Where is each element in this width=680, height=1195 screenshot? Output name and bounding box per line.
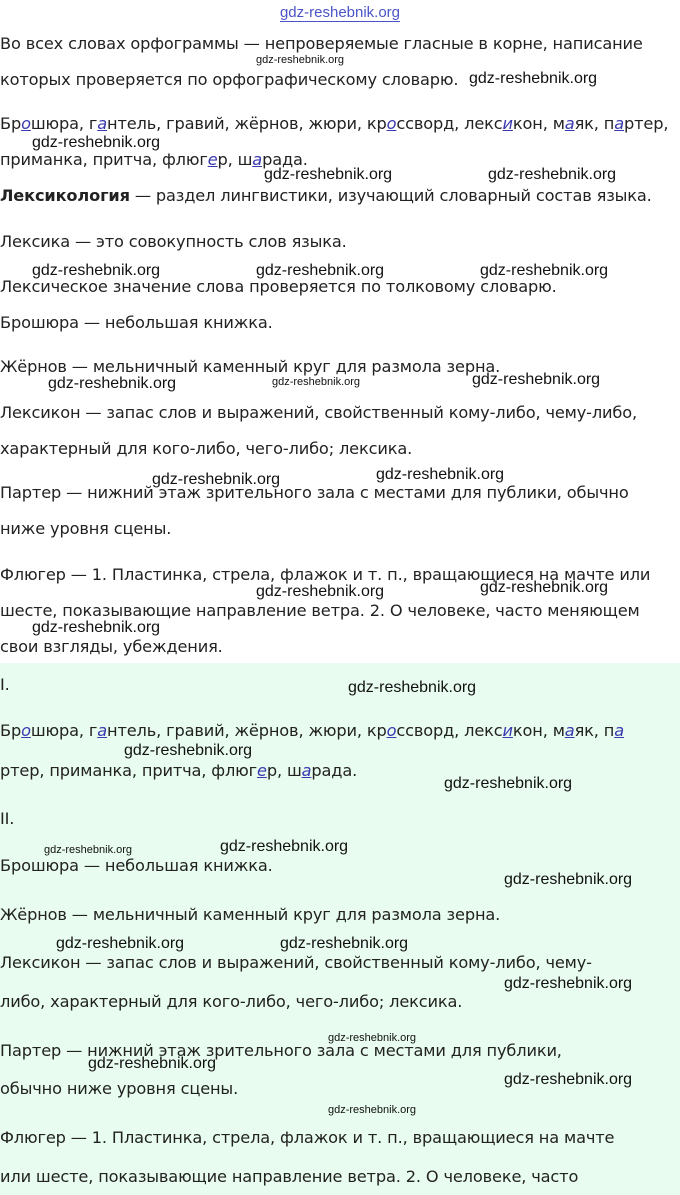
def-flyuger: Флюгер — 1. Пластинка, стрела, флажок и т. п., вращающиеся на мачте или шесте, показывающие направление ветра. 2. О человеке, часто меняющем свои взгляды, убеждения. (0, 565, 651, 656)
watermark: gdz-reshebnik.org (504, 871, 633, 888)
def-parter: Партер — нижний этаж зрительного зала с местами для публики, обычно ниже уровня сцены. (0, 483, 629, 538)
watermark: gdz-reshebnik.org (280, 935, 409, 952)
answer-def-leksikon-2: либо, характерный для кого-либо, чего-либо; лексика. (0, 992, 463, 1011)
watermark: gdz-reshebnik.org (480, 579, 609, 596)
watermark: gdz-reshebnik.org (328, 1104, 417, 1116)
word-list-line-1: Брошюра, гантель, гравий, жёрнов, жюри, кроссворд, лексикон, маяк, партер, (0, 114, 669, 133)
site-header-text[interactable]: gdz-reshebnik.org (279, 4, 401, 21)
watermark: gdz-reshebnik.org (220, 838, 349, 855)
lexis-definition: Лексика — это совокупность слов языка. (0, 232, 347, 251)
watermark: gdz-reshebnik.org (272, 376, 361, 388)
answer-part2-label: II. (0, 809, 15, 828)
watermark: gdz-reshebnik.org (264, 166, 393, 183)
watermark: gdz-reshebnik.org (504, 1071, 633, 1088)
watermark: gdz-reshebnik.org (56, 935, 185, 952)
answer-def-zhernov: Жёрнов — мельничный каменный круг для размола зерна. (0, 905, 501, 924)
answer-def-flyuger-1: Флюгер — 1. Пластинка, стрела, флажок и т. п., вращающиеся на мачте (0, 1128, 615, 1147)
answer-def-parter-1: Партер — нижний этаж зрительного зала с местами для публики, (0, 1041, 562, 1060)
watermark: gdz-reshebnik.org (256, 54, 345, 66)
def-zhernov: Жёрнов — мельничный каменный круг для размола зерна. (0, 357, 501, 376)
def-leksikon: Лексикон — запас слов и выражений, свойственный кому-либо, чему-либо, характерный для кого-либо, чего-либо; лексика. (0, 403, 637, 458)
answer-def-parter-2: обычно ниже уровня сцены. (0, 1079, 239, 1098)
answer-def-broshura: Брошюра — небольшая книжка. (0, 856, 273, 875)
def-broshura: Брошюра — небольшая книжка. (0, 313, 273, 332)
watermark: gdz-reshebnik.org (328, 1032, 417, 1044)
watermark: gdz-reshebnik.org (444, 775, 573, 792)
watermark: gdz-reshebnik.org (88, 1055, 217, 1072)
answer-def-flyuger-2: или шесте, показывающие направление ветра. 2. О человеке, часто (0, 1167, 579, 1186)
lexicology-definition: Лексикология — раздел лингвистики, изучающий словарный состав языка. (0, 186, 652, 205)
site-header-link[interactable] (0, 0, 680, 26)
watermark: gdz-reshebnik.org (124, 742, 253, 759)
intro-paragraph: Во всех словах орфограммы — непроверяемые гласные в корне, написание которых проверяется по орфографическому словарю. (0, 34, 643, 89)
watermark: gdz-reshebnik.org (32, 134, 161, 151)
answer-def-leksikon-1: Лексикон — запас слов и выражений, свойственный кому-либо, чему- (0, 953, 592, 972)
watermark: gdz-reshebnik.org (472, 371, 601, 388)
watermark: gdz-reshebnik.org (32, 262, 161, 279)
watermark: gdz-reshebnik.org (256, 583, 385, 600)
watermark: gdz-reshebnik.org (488, 166, 617, 183)
answer-part1-label: I. (0, 675, 10, 694)
watermark: gdz-reshebnik.org (44, 844, 133, 856)
word-list-line-2: приманка, притча, флюгер, шарада. (0, 150, 308, 169)
watermark: gdz-reshebnik.org (480, 262, 609, 279)
answer-list-line-2: ртер, приманка, притча, флюгер, шарада. (0, 761, 358, 780)
watermark: gdz-reshebnik.org (376, 466, 505, 483)
answer-list-line-1: Брошюра, гантель, гравий, жёрнов, жюри, кроссворд, лексикон, маяк, па (0, 721, 624, 740)
watermark: gdz-reshebnik.org (348, 679, 477, 696)
watermark: gdz-reshebnik.org (469, 70, 598, 87)
meaning-sentence: Лексическое значение слова проверяется по толковому словарю. (0, 277, 557, 296)
watermark: gdz-reshebnik.org (48, 375, 177, 392)
watermark: gdz-reshebnik.org (504, 975, 633, 992)
watermark: gdz-reshebnik.org (152, 471, 281, 488)
watermark: gdz-reshebnik.org (32, 619, 161, 636)
watermark: gdz-reshebnik.org (256, 262, 385, 279)
